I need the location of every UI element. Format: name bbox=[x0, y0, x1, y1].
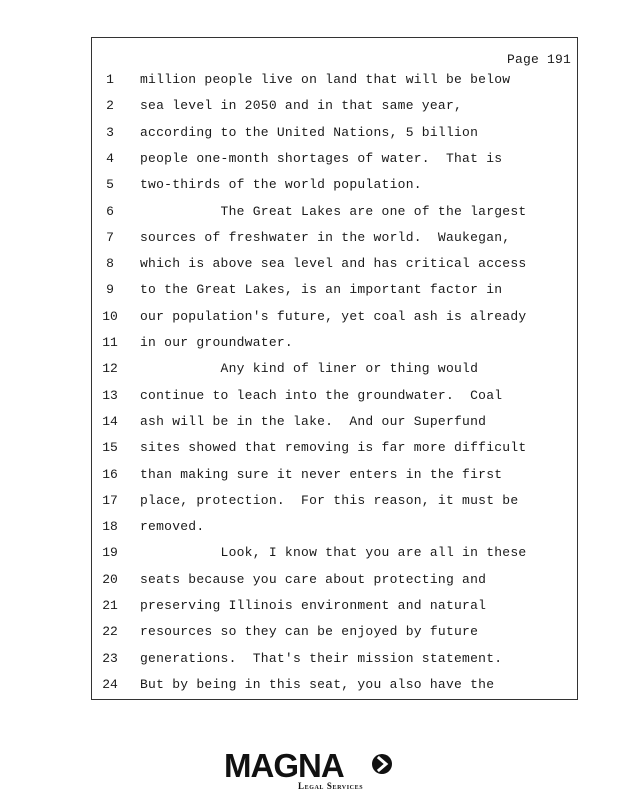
line-number: 4 bbox=[106, 150, 114, 166]
line-number: 5 bbox=[106, 177, 114, 193]
line-text: The Great Lakes are one of the largest bbox=[140, 203, 527, 219]
line-number: 20 bbox=[102, 571, 118, 587]
transcript-line bbox=[92, 493, 577, 519]
line-text: ash will be in the lake. And our Superfund bbox=[140, 413, 487, 429]
transcript-line bbox=[92, 204, 577, 230]
line-number: 17 bbox=[102, 492, 118, 508]
line-number: 3 bbox=[106, 124, 114, 140]
line-text: removed. bbox=[140, 519, 205, 535]
line-number: 2 bbox=[106, 98, 114, 114]
line-text: sites showed that removing is far more difficult bbox=[140, 440, 527, 456]
transcript-line bbox=[92, 151, 577, 177]
line-text: sea level in 2050 and in that same year, bbox=[140, 98, 463, 114]
line-number: 16 bbox=[102, 466, 118, 482]
logo-subtitle: Legal Services bbox=[298, 781, 364, 791]
line-number: 9 bbox=[106, 282, 114, 298]
transcript-line bbox=[92, 388, 577, 414]
transcript-line bbox=[92, 624, 577, 650]
line-text: seats because you care about protecting and bbox=[140, 571, 487, 587]
line-number: 23 bbox=[102, 650, 118, 666]
transcript-line bbox=[92, 414, 577, 440]
line-text: Any kind of liner or thing would bbox=[140, 361, 479, 377]
transcript-line bbox=[92, 230, 577, 256]
transcript-line bbox=[92, 177, 577, 203]
line-text: continue to leach into the groundwater. Coal bbox=[140, 387, 503, 403]
line-number: 22 bbox=[102, 624, 118, 640]
line-text: people one-month shortages of water. That is bbox=[140, 150, 503, 166]
line-text: generations. That's their mission statement. bbox=[140, 650, 503, 666]
transcript-line bbox=[92, 598, 577, 624]
line-text: million people live on land that will be below bbox=[140, 72, 511, 87]
transcript-line bbox=[92, 572, 577, 598]
line-text: which is above sea level and has critical access bbox=[140, 256, 527, 272]
magna-logo bbox=[224, 748, 399, 794]
line-number: 12 bbox=[102, 361, 118, 377]
transcript-line bbox=[92, 125, 577, 151]
transcript-line bbox=[92, 335, 577, 361]
line-number: 18 bbox=[102, 519, 118, 535]
line-number: 24 bbox=[102, 676, 118, 692]
line-number: 11 bbox=[102, 335, 118, 350]
transcript-line bbox=[92, 72, 577, 98]
line-number: 8 bbox=[106, 256, 114, 272]
line-text: than making sure it never enters in the first bbox=[140, 466, 503, 482]
transcript-line bbox=[92, 361, 577, 387]
transcript-line bbox=[92, 440, 577, 466]
line-text: preserving Illinois environment and natural bbox=[140, 598, 487, 613]
line-number: 1 bbox=[106, 72, 114, 87]
transcript-line bbox=[92, 677, 577, 703]
line-number: 7 bbox=[106, 229, 114, 245]
logo-wordmark: MAGNA bbox=[224, 747, 344, 784]
line-number: 21 bbox=[102, 598, 118, 613]
line-text: to the Great Lakes, is an important factor in bbox=[140, 282, 503, 298]
line-number: 6 bbox=[106, 203, 114, 219]
transcript-line bbox=[92, 282, 577, 308]
line-text: place, protection. For this reason, it must be bbox=[140, 492, 519, 508]
line-text: Look, I know that you are all in these bbox=[140, 545, 527, 561]
line-text: two-thirds of the world population. bbox=[140, 177, 422, 193]
line-text: in our groundwater. bbox=[140, 335, 293, 350]
line-number: 19 bbox=[102, 545, 118, 561]
page-number: Page 191 bbox=[506, 52, 571, 67]
transcript-line bbox=[92, 256, 577, 282]
line-text: But by being in this seat, you also have the bbox=[140, 676, 495, 692]
transcript-line bbox=[92, 467, 577, 493]
transcript-line bbox=[92, 519, 577, 545]
line-number: 13 bbox=[102, 387, 118, 403]
line-number: 10 bbox=[102, 308, 118, 324]
line-number: 14 bbox=[102, 413, 118, 429]
transcript-line bbox=[92, 545, 577, 571]
line-text: our population's future, yet coal ash is already bbox=[140, 308, 527, 324]
chevron-right-circle-icon bbox=[371, 753, 393, 775]
transcript-line bbox=[92, 309, 577, 335]
line-text: according to the United Nations, 5 billion bbox=[140, 124, 479, 140]
transcript-line bbox=[92, 651, 577, 677]
transcript-line bbox=[92, 98, 577, 124]
line-text: resources so they can be enjoyed by future bbox=[140, 624, 479, 640]
line-number: 15 bbox=[102, 440, 118, 456]
line-text: sources of freshwater in the world. Waukegan, bbox=[140, 229, 511, 245]
transcript-page bbox=[91, 37, 578, 700]
